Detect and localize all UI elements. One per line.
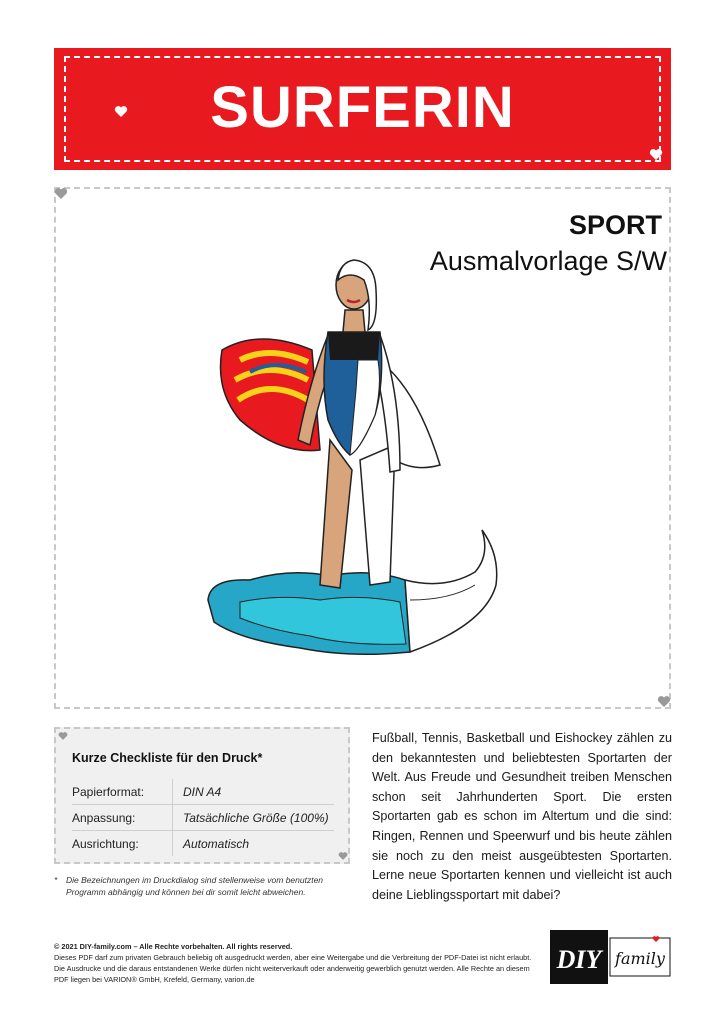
print-checklist — [54, 727, 350, 864]
footer-legal: Dieses PDF darf zum privaten Gebrauch beliebig oft ausgedruckt werden, aber eine Weitergabe und die Verbreitung der PDF-Datei ist nicht erlaubt. Die Ausdrucke und die daraus entstandenen Werke dürfen nicht weiterverkauft oder anderweitig gewerblich genutzt werden. Alle Rechte an diesem PDF liegen bei VARION® GmbH, Krefeld, Germany, varion.de — [54, 953, 532, 984]
checklist-label: Ausrichtung: — [72, 836, 139, 851]
footer — [54, 941, 542, 985]
heart-icon — [649, 148, 663, 161]
checklist-row — [72, 830, 334, 856]
description-text: Fußball, Tennis, Basketball und Eishockey zählen zu den bekanntesten und beliebtesten Sportarten der Welt. Aus Freude und Gesundheit treiben Menschen schon seit Jahrhunderten Sport. Die ersten Sportarten gab es schon im Altertum und die sind: Ringen, Rennen und Speerwurf und bis heute zählen sie noch zu den meist ausgeübtesten Sportarten. Lerne neue Sportarten kennen und vielleicht ist auch deine Lieblingssportart mit dabei? — [372, 731, 672, 902]
category-title: SPORT — [568, 210, 662, 240]
checklist-row — [72, 779, 334, 804]
checklist-value: Tatsächliche Größe (100%) — [172, 805, 334, 830]
checklist-value: DIN A4 — [172, 779, 334, 804]
svg-text:DIY: DIY — [556, 945, 602, 974]
checklist-footnote — [54, 874, 354, 898]
checklist-row — [72, 804, 334, 830]
checklist-label: Anpassung: — [72, 810, 136, 825]
checklist-value: Automatisch — [172, 831, 334, 856]
heart-icon — [338, 851, 352, 864]
heart-icon — [657, 695, 671, 708]
category-subtitle: Ausmalvorlage S/W — [429, 246, 667, 276]
checklist-table — [72, 779, 334, 856]
svg-text:family: family — [615, 949, 665, 968]
title-banner — [54, 48, 671, 170]
page-title: SURFERIN — [210, 75, 515, 140]
checklist-label: Papierformat: — [72, 784, 145, 799]
checklist-title: Kurze Checkliste für den Druck* — [72, 751, 263, 765]
surfer-illustration — [200, 250, 510, 660]
footnote-text: Die Bezeichnungen im Druckdialog sind stellenweise vom benutzten Programm abhängig und können bei dir somit leicht abweichen. — [66, 875, 324, 897]
diy-family-logo — [550, 928, 671, 986]
footer-copyright: © 2021 DIY-family.com – Alle Rechte vorbehalten. All rights reserved. — [54, 942, 293, 951]
heart-icon — [58, 731, 72, 744]
heart-icon — [54, 187, 68, 200]
footnote-marker: * — [54, 875, 58, 885]
